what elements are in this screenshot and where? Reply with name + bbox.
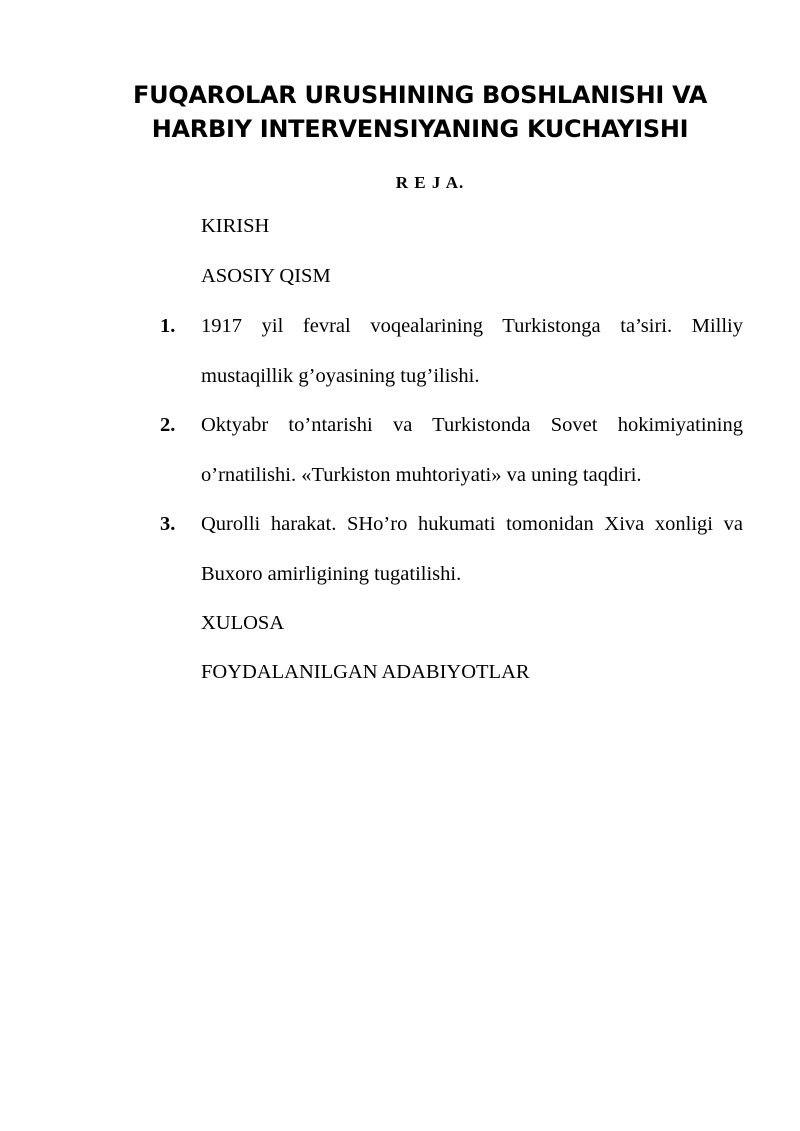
plan-item-3-line-1: Qurolli harakat. SHo’ro hukumati tomonidan Xiva xonligi va	[201, 513, 743, 535]
title-line-2: HARBIY INTERVENSIYANING KUCHAYISHI	[151, 115, 689, 143]
plan-item-1-line-2: mustaqillik g’oyasining tug’ilishi.	[201, 365, 480, 387]
plan-heading: R E J A.	[395, 173, 465, 192]
plan-item-1-number: 1.	[160, 315, 176, 337]
plan-intro: KIRISH	[201, 215, 270, 237]
plan-item-2-line-1: Oktyabr to’ntarishi va Turkistonda Sovet hokimiyatining	[201, 414, 743, 436]
plan-main-part: ASOSIY QISM	[201, 265, 331, 287]
plan-item-3-number: 3.	[160, 513, 176, 535]
plan-item-2-line-2: o’rnatilishi. «Turkiston muhtoriyati» va uning taqdiri.	[201, 464, 642, 486]
title-line-1: FUQAROLAR URUSHINING BOSHLANISHI VA	[133, 81, 707, 109]
plan-item-1-line-1: 1917 yil fevral voqealarining Turkistonga ta’siri. Milliy	[201, 315, 743, 337]
plan-conclusion: XULOSA	[201, 612, 285, 634]
plan-item-2-number: 2.	[160, 414, 176, 436]
document-title	[120, 78, 720, 146]
plan-references: FOYDALANILGAN ADABIYOTLAR	[201, 661, 530, 683]
plan-item-3-line-2: Buxoro amirligining tugatilishi.	[201, 563, 462, 585]
